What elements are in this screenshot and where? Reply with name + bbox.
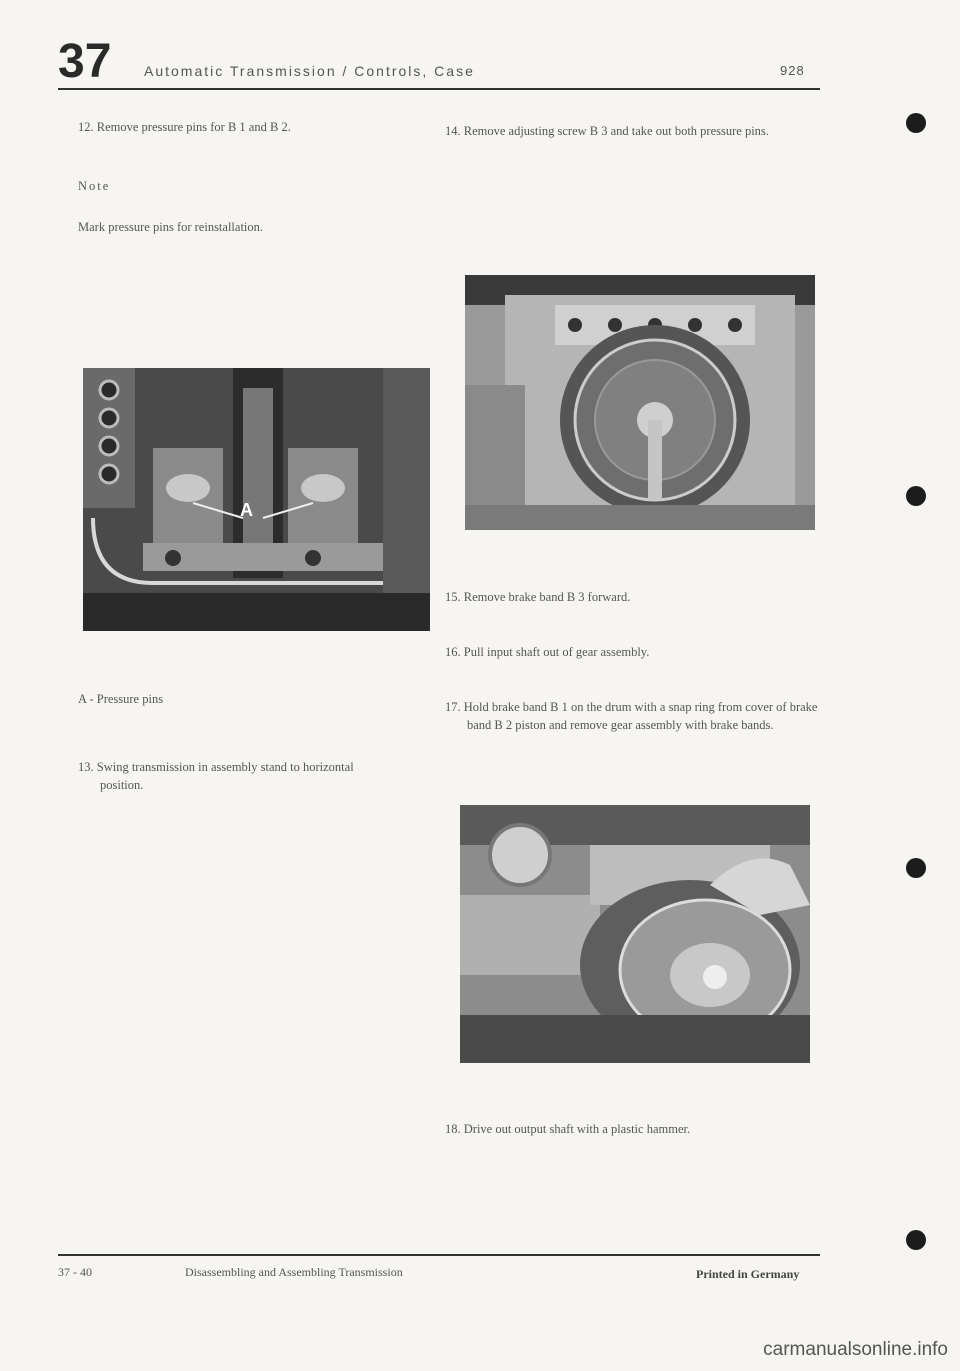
step-18: 18. Drive out output shaft with a plastic hammer. bbox=[445, 1122, 691, 1136]
page-number: 37 - 40 bbox=[58, 1265, 92, 1279]
binder-hole-icon bbox=[906, 113, 926, 133]
section-number: 37 bbox=[58, 35, 112, 88]
pressure-pins-illustration bbox=[83, 368, 430, 631]
binder-hole-icon bbox=[906, 486, 926, 506]
gear-assembly-illustration bbox=[460, 805, 810, 1063]
footer-title: Disassembling and Assembling Transmission bbox=[185, 1265, 403, 1279]
chapter-title: Automatic Transmission / Controls, Case bbox=[144, 63, 475, 79]
binder-hole-icon bbox=[906, 858, 926, 878]
watermark: carmanualsonline.info bbox=[763, 1339, 948, 1360]
step-13: 13. Swing transmission in assembly stand to horizontal position. bbox=[78, 760, 354, 792]
step-15: 15. Remove brake band B 3 forward. bbox=[445, 590, 631, 604]
figure-brake-band-photo bbox=[465, 275, 815, 530]
figure-gear-assembly-photo bbox=[460, 805, 810, 1063]
header-rule bbox=[58, 88, 820, 90]
note-heading: Note bbox=[78, 179, 111, 193]
brake-band-illustration bbox=[465, 275, 815, 530]
binder-hole-icon bbox=[906, 1230, 926, 1250]
step-16: 16. Pull input shaft out of gear assembly. bbox=[445, 645, 650, 659]
figure-label-a: A bbox=[240, 500, 253, 520]
figure-caption-pressure-pins: A - Pressure pins bbox=[78, 692, 164, 706]
footer-rule bbox=[58, 1254, 820, 1256]
model-number: 928 bbox=[780, 63, 805, 78]
step-17: 17. Hold brake band B 1 on the drum with a snap ring from cover of brake band B 2 piston and remove gear assembly with brake bands. bbox=[445, 700, 818, 732]
printed-in: Printed in Germany bbox=[696, 1267, 800, 1281]
note-text: Mark pressure pins for reinstallation. bbox=[78, 220, 264, 234]
figure-pressure-pins-photo bbox=[83, 368, 430, 631]
step-12: 12. Remove pressure pins for B 1 and B 2. bbox=[78, 120, 291, 134]
step-14: 14. Remove adjusting screw B 3 and take out both pressure pins. bbox=[445, 124, 769, 138]
